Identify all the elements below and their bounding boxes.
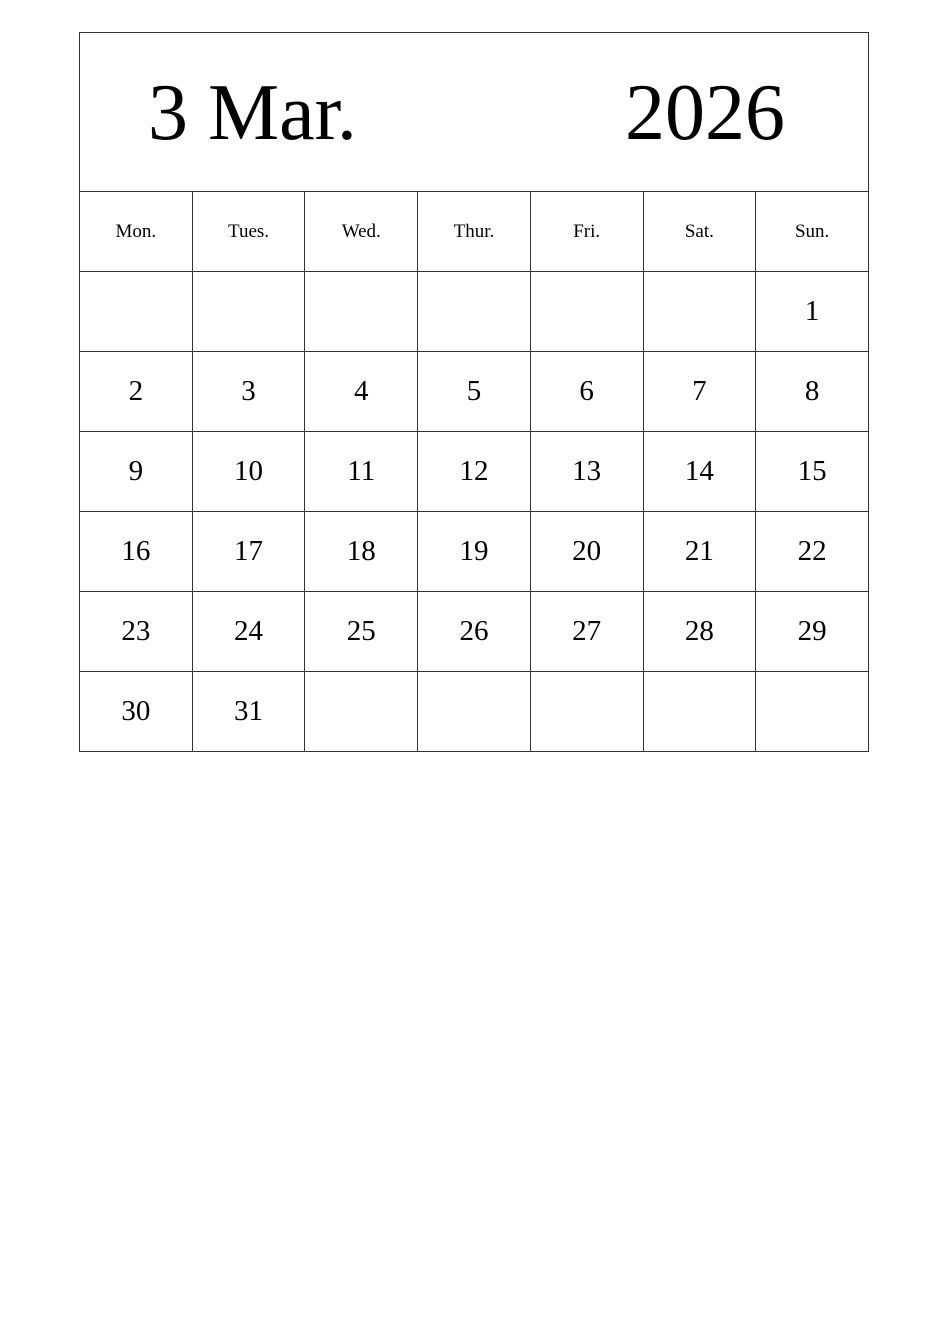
day-cell <box>643 672 756 752</box>
day-cell: 1 <box>756 272 869 352</box>
day-cell <box>756 672 869 752</box>
day-cell <box>418 272 531 352</box>
day-cell: 2 <box>80 352 193 432</box>
day-cell <box>305 672 418 752</box>
day-cell: 24 <box>192 592 305 672</box>
weekday-thu: Thur. <box>418 192 531 272</box>
weekday-sat: Sat. <box>643 192 756 272</box>
day-cell: 9 <box>80 432 193 512</box>
day-cell: 31 <box>192 672 305 752</box>
day-cell: 8 <box>756 352 869 432</box>
day-cell: 13 <box>530 432 643 512</box>
calendar-grid <box>79 32 869 752</box>
day-cell: 18 <box>305 512 418 592</box>
weekday-fri: Fri. <box>530 192 643 272</box>
day-cell: 15 <box>756 432 869 512</box>
day-cell: 28 <box>643 592 756 672</box>
day-cell: 7 <box>643 352 756 432</box>
week-row-6 <box>80 672 869 752</box>
day-cell: 14 <box>643 432 756 512</box>
calendar-header <box>80 33 869 192</box>
day-cell: 25 <box>305 592 418 672</box>
week-row-1 <box>80 272 869 352</box>
day-cell: 26 <box>418 592 531 672</box>
weekday-mon: Mon. <box>80 192 193 272</box>
day-cell: 5 <box>418 352 531 432</box>
day-cell: 4 <box>305 352 418 432</box>
day-cell <box>305 272 418 352</box>
day-cell: 10 <box>192 432 305 512</box>
month-title: 3 Mar. <box>148 69 357 157</box>
day-cell: 20 <box>530 512 643 592</box>
day-cell: 3 <box>192 352 305 432</box>
day-cell: 17 <box>192 512 305 592</box>
week-row-3 <box>80 432 869 512</box>
day-cell: 12 <box>418 432 531 512</box>
day-cell: 6 <box>530 352 643 432</box>
day-cell: 29 <box>756 592 869 672</box>
weekday-header-row <box>80 192 869 272</box>
year-title: 2026 <box>625 69 785 157</box>
day-cell: 23 <box>80 592 193 672</box>
day-cell: 21 <box>643 512 756 592</box>
weekday-wed: Wed. <box>305 192 418 272</box>
day-cell <box>530 672 643 752</box>
calendar-header-row <box>80 33 869 192</box>
day-cell: 30 <box>80 672 193 752</box>
day-cell: 11 <box>305 432 418 512</box>
day-cell <box>643 272 756 352</box>
day-cell <box>418 672 531 752</box>
day-cell: 27 <box>530 592 643 672</box>
day-cell <box>530 272 643 352</box>
day-cell: 16 <box>80 512 193 592</box>
day-cell <box>192 272 305 352</box>
day-cell: 19 <box>418 512 531 592</box>
weekday-tue: Tues. <box>192 192 305 272</box>
weekday-sun: Sun. <box>756 192 869 272</box>
day-cell: 22 <box>756 512 869 592</box>
week-row-2 <box>80 352 869 432</box>
week-row-4 <box>80 512 869 592</box>
week-row-5 <box>80 592 869 672</box>
day-cell <box>80 272 193 352</box>
